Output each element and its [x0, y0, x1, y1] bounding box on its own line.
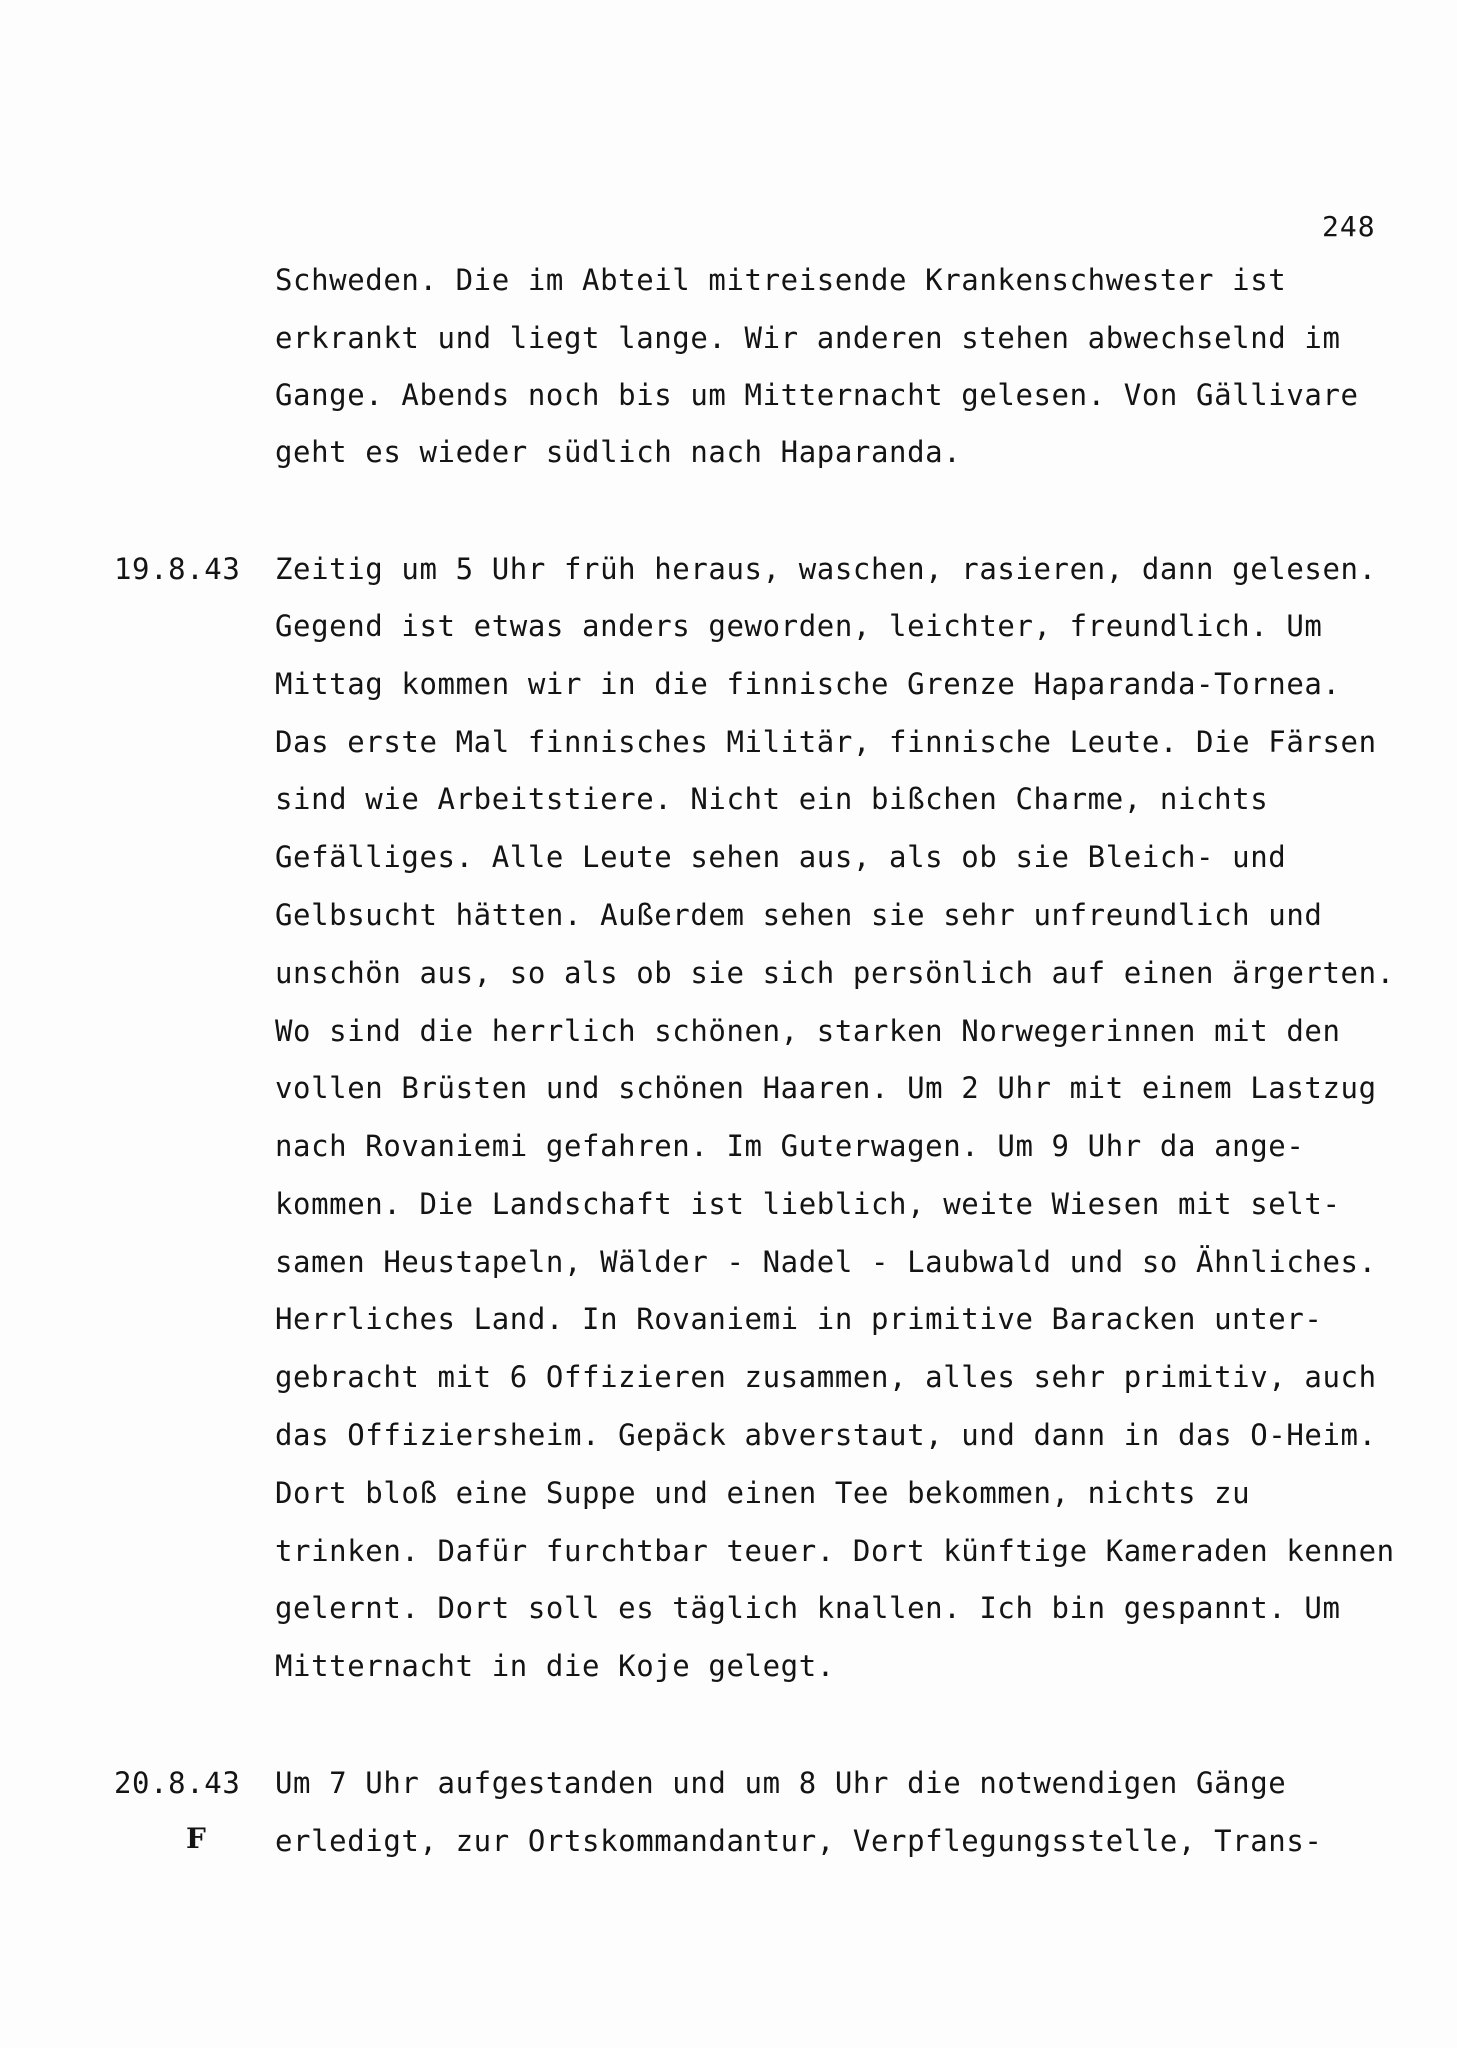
entry-date: 20.8.43 — [114, 1766, 241, 1800]
text-line: unschön aus, so als ob sie sich persönlich auf einen ärgerten. — [275, 956, 1395, 990]
text-line: Gegend ist etwas anders geworden, leichter, freundlich. Um — [275, 609, 1323, 643]
text-line: Herrliches Land. In Rovaniemi in primitive Baracken unter- — [275, 1302, 1323, 1336]
text-line: Mitternacht in die Koje gelegt. — [275, 1649, 835, 1683]
text-line: Das erste Mal finnisches Militär, finnische Leute. Die Färsen — [275, 725, 1377, 759]
text-line: erledigt, zur Ortskommandantur, Verpflegungsstelle, Trans- — [275, 1824, 1323, 1858]
text-line: gelernt. Dort soll es täglich knallen. Ich bin gespannt. Um — [275, 1591, 1341, 1625]
text-line: kommen. Die Landschaft ist lieblich, weite Wiesen mit selt- — [275, 1187, 1341, 1221]
text-line: Um 7 Uhr aufgestanden und um 8 Uhr die notwendigen Gänge — [275, 1766, 1287, 1800]
text-line: Wo sind die herrlich schönen, starken Norwegerinnen mit den — [275, 1014, 1341, 1048]
text-line: Gelbsucht hätten. Außerdem sehen sie sehr unfreundlich und — [275, 898, 1323, 932]
page-number: 248 — [1322, 210, 1376, 243]
text-line: Gange. Abends noch bis um Mitternacht gelesen. Von Gällivare — [275, 378, 1359, 412]
text-line: geht es wieder südlich nach Haparanda. — [275, 435, 962, 469]
entry-date: 19.8.43 — [114, 552, 241, 586]
text-line: Mittag kommen wir in die finnische Grenze Haparanda-Tornea. — [275, 667, 1341, 701]
text-line: trinken. Dafür furchtbar teuer. Dort künftige Kameraden kennen — [275, 1534, 1395, 1568]
text-line: Zeitig um 5 Uhr früh heraus, waschen, rasieren, dann gelesen. — [275, 552, 1377, 586]
text-line: Dort bloß eine Suppe und einen Tee bekommen, nichts zu — [275, 1476, 1251, 1510]
text-line: gebracht mit 6 Offizieren zusammen, alles sehr primitiv, auch — [275, 1360, 1377, 1394]
text-line: erkrankt und liegt lange. Wir anderen stehen abwechselnd im — [275, 321, 1341, 355]
text-line: sind wie Arbeitstiere. Nicht ein bißchen Charme, nichts — [275, 782, 1269, 816]
text-line: das Offiziersheim. Gepäck abverstaut, und dann in das O-Heim. — [275, 1418, 1377, 1452]
text-line: vollen Brüsten und schönen Haaren. Um 2 Uhr mit einem Lastzug — [275, 1071, 1377, 1105]
margin-mark: F — [186, 1822, 206, 1855]
text-line: nach Rovaniemi gefahren. Im Guterwagen. Um 9 Uhr da ange- — [275, 1129, 1305, 1163]
text-line: samen Heustapeln, Wälder - Nadel - Laubwald und so Ähnliches. — [275, 1245, 1377, 1279]
text-line: Gefälliges. Alle Leute sehen aus, als ob sie Bleich- und — [275, 840, 1287, 874]
text-line: Schweden. Die im Abteil mitreisende Krankenschwester ist — [275, 263, 1287, 297]
